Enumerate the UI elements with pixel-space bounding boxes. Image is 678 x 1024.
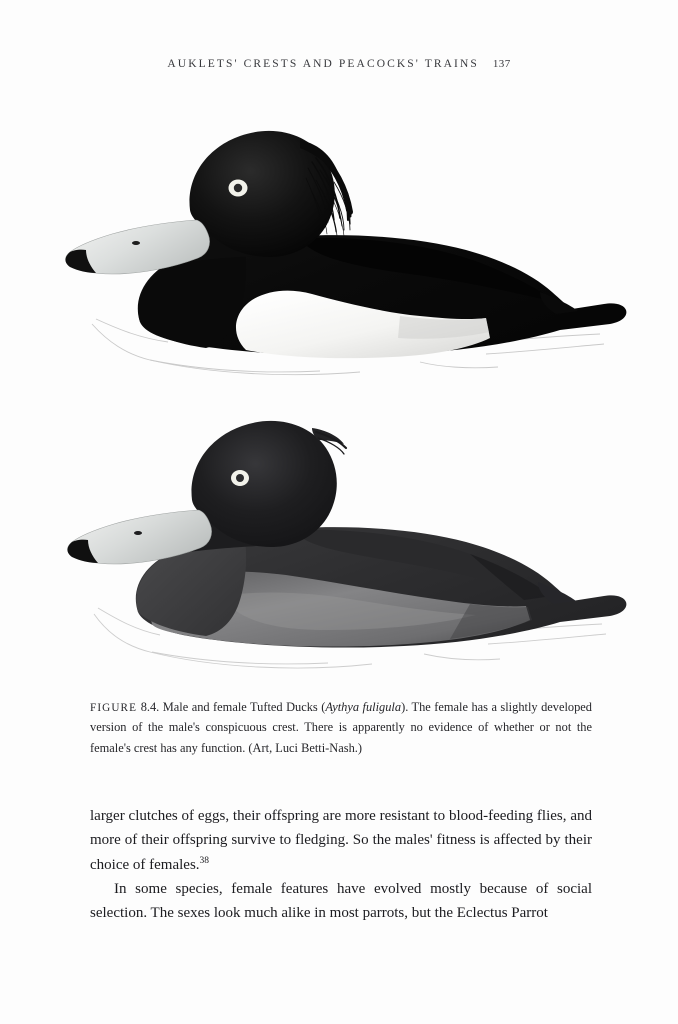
body-text xyxy=(90,804,592,925)
male-tufted-duck-illustration xyxy=(0,86,678,386)
plate-male-tufted-duck xyxy=(0,86,678,386)
caption-text-part1: Male and female Tufted Ducks ( xyxy=(162,700,326,714)
male-nostril xyxy=(132,241,140,245)
running-head xyxy=(0,58,678,70)
female-eye-pupil xyxy=(236,474,244,482)
figure-number: 8.4. xyxy=(140,700,160,714)
paragraph-1 xyxy=(90,804,592,877)
female-nostril xyxy=(134,531,142,535)
plate-female-tufted-duck xyxy=(0,386,678,671)
figure-caption xyxy=(90,697,592,758)
male-eye-pupil xyxy=(234,184,242,192)
figure-label: FIGURE xyxy=(90,702,138,714)
caption-text-part2: ). The female has a slightly developed version of the male's conspicuous crest. There is apparently no evidence of whether or not the female's crest has any function. (Art, Luci Betti-Nash.) xyxy=(90,700,592,755)
paragraph-2-text: In some species, female features have evolved mostly because of social selection. The sexes look much alike in most parrots, but the Eclectus Parrot xyxy=(90,880,592,922)
footnote-marker-38: 38 xyxy=(199,855,210,866)
running-head-title: AUKLETS' CRESTS AND PEACOCKS' TRAINS xyxy=(167,58,479,70)
page-number: 137 xyxy=(492,58,511,70)
female-tufted-duck-illustration xyxy=(0,386,678,671)
paragraph-1-text: larger clutches of eggs, their offspring are more resistant to blood-feeding flies, and more of their offspring survive to fledging. So the males' fitness is affected by their choice of females. xyxy=(90,808,592,873)
paragraph-2 xyxy=(90,877,592,926)
species-name: Aythya fuligula xyxy=(325,700,402,714)
figure-8-4 xyxy=(0,86,678,671)
